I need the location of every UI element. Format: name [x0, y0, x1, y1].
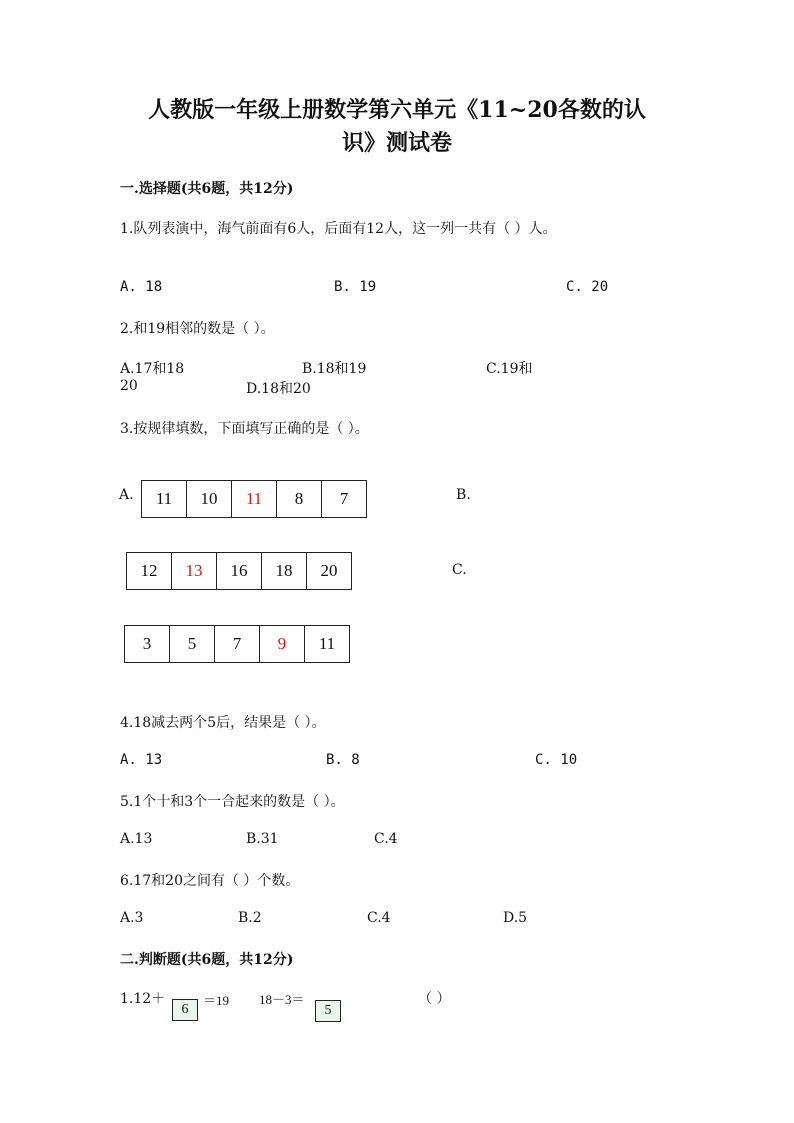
q4-option-c: C. 10: [535, 752, 578, 768]
question-2: 2.和19相邻的数是（ ）。: [120, 321, 275, 337]
q6-option-d: D.5: [503, 910, 528, 926]
judgement-1-answer-parens: （ ）: [418, 991, 451, 1007]
question-1: 1.队列表演中，海气前面有6人，后面有12人，这一列一共有（ ）人。: [120, 221, 557, 237]
q3-sequence-c: [124, 625, 350, 663]
sequence-cell: 20: [320, 561, 338, 580]
judgement-1-prefix: 1.12＋: [120, 991, 166, 1007]
q4-option-a: A. 13: [120, 752, 163, 768]
sequence-cell: 16: [217, 553, 262, 589]
question-5: 5.1个十和3个一合起来的数是（ ）。: [120, 794, 345, 810]
title-line-1: 人教版一年级上册数学第六单元《11~20各数的认: [148, 97, 646, 123]
question-3: 3.按规律填数，下面填写正确的是（ ）。: [120, 421, 369, 437]
sequence-cell-highlighted: 13: [172, 553, 217, 589]
q2-option-a: A.17和18: [120, 361, 185, 377]
q3-sequence-b: [126, 552, 352, 590]
page-title: [120, 94, 674, 160]
q2-option-d: D.18和20: [246, 381, 311, 397]
judgement-1-equals: ＝19: [203, 993, 230, 1008]
sequence-cell-highlighted: 11: [232, 481, 277, 517]
q3-sequence-a: [141, 480, 367, 518]
q5-option-b: B.31: [246, 831, 279, 847]
q1-option-c: C. 20: [566, 279, 609, 295]
sequence-cell: 3: [125, 626, 170, 662]
sequence-cell: 7: [215, 626, 260, 662]
sequence-cell: 11: [318, 634, 336, 653]
sequence-cell: 5: [170, 626, 215, 662]
answer-box-2: 5: [315, 1000, 341, 1022]
sequence-cell: 8: [277, 481, 322, 517]
q3-label-b: B.: [456, 487, 471, 503]
q6-option-c: C.4: [367, 910, 391, 926]
q2-option-b: B.18和19: [302, 361, 367, 377]
q5-option-c: C.4: [374, 831, 398, 847]
question-4: 4.18减去两个5后，结果是（ ）。: [120, 715, 326, 731]
sequence-cell: 7: [339, 489, 349, 508]
q2-option-c: C.19和: [486, 361, 533, 377]
sequence-cell-highlighted: 9: [260, 626, 305, 662]
section-heading-choice: 一.选择题(共6题，共12分): [120, 181, 294, 197]
sequence-cell: 11: [142, 481, 187, 517]
q2-option-c-continued: 20: [120, 378, 138, 394]
answer-box-1: 6: [172, 999, 198, 1021]
sequence-cell: 10: [187, 481, 232, 517]
q1-option-a: A. 18: [120, 279, 163, 295]
q1-option-b: B. 19: [334, 279, 377, 295]
q6-option-a: A.3: [120, 910, 144, 926]
question-6: 6.17和20之间有（ ）个数。: [120, 873, 300, 889]
q6-option-b: B.2: [238, 910, 262, 926]
q5-option-a: A.13: [120, 831, 153, 847]
section-heading-judgement: 二.判断题(共6题，共12分): [120, 952, 294, 968]
q4-option-b: B. 8: [326, 752, 360, 768]
judgement-1-expression-2: 18－3＝: [259, 992, 305, 1007]
q3-label-c: C.: [452, 562, 467, 578]
title-line-2: 识》测试卷: [341, 130, 452, 156]
sequence-cell: 12: [127, 553, 172, 589]
q3-label-a: A.: [119, 487, 134, 503]
sequence-cell: 18: [262, 553, 307, 589]
